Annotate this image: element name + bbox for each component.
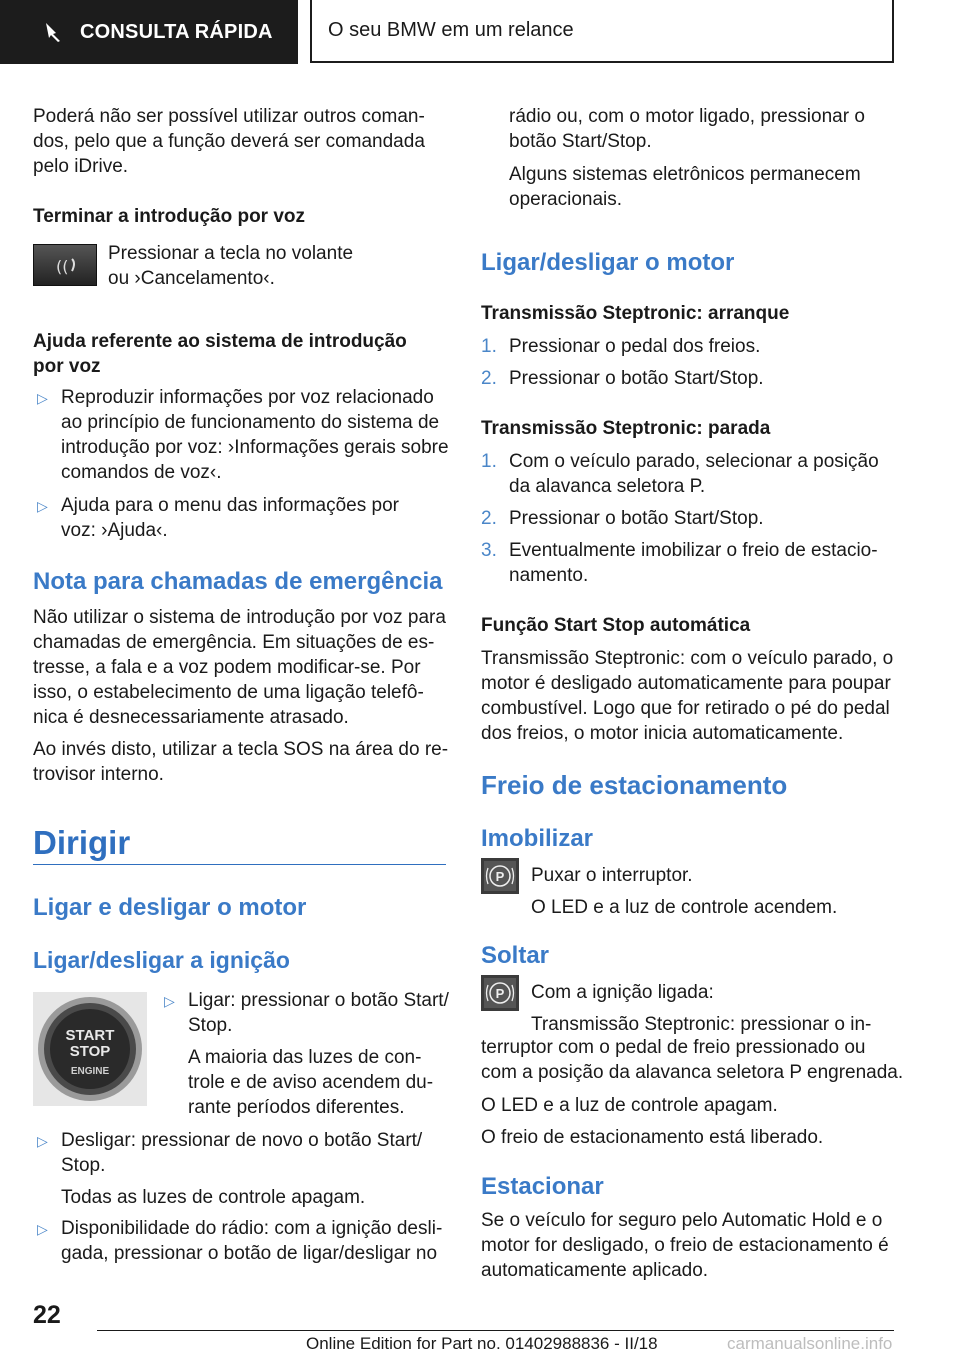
ign-bullet-2-note: Todas as luzes de controle apagam.	[61, 1187, 366, 1208]
immobilize-text: Puxar o interruptor. O LED e a luz de controle acendem.	[531, 865, 838, 918]
step-text: Pressionar o botão Start/Stop.	[509, 508, 764, 529]
engine-label: ENGINE	[70, 1066, 110, 1077]
emergency-heading: Nota para chamadas de emergência	[33, 568, 443, 595]
engine-heading: Ligar e desligar o motor	[33, 894, 307, 921]
step-number: 1.	[481, 451, 497, 472]
release-text: Com a ignição ligada: Transmissão Steptronic: pressionar o in-	[531, 982, 872, 1035]
start-label: START	[65, 1027, 115, 1044]
release-heading: Soltar	[481, 942, 550, 969]
motor-heading: Ligar/desligar o motor	[481, 249, 735, 276]
emergency-text-2: Ao invés disto, utilizar a tecla SOS na área do re- trovisor interno.	[33, 739, 449, 785]
footer-rule	[97, 1330, 894, 1331]
park-text: Se o veículo for seguro pelo Automatic Hold e o motor for desligado, o freio de estacionamento é automaticamente aplicado.	[481, 1210, 889, 1281]
section-title: O seu BMW em um relance	[328, 19, 574, 41]
ign-bullet-1: Ligar: pressionar o botão Start/ Stop.	[188, 990, 449, 1036]
ign-bullet-3: Disponibilidade do rádio: com a ignição desli- gada, pressionar o botão de ligar/desligar no	[61, 1218, 443, 1264]
step-text: Pressionar o botão Start/Stop.	[509, 368, 764, 389]
intro-paragraph: Poderá não ser possível utilizar outros coman- dos, pelo que a função deverá ser comandada pelo iDrive.	[33, 106, 425, 177]
watermark: carmanualsonline.info	[727, 1334, 893, 1353]
autostop-heading: Função Start Stop automática	[481, 615, 751, 636]
ign-bullet-2: Desligar: pressionar de novo o botão Start/ Stop.	[61, 1130, 423, 1176]
help-heading: Ajuda referente ao sistema de introdução por voz	[33, 331, 407, 377]
steptronic-start-heading: Transmissão Steptronic: arranque	[481, 303, 790, 324]
steptronic-stop-heading: Transmissão Steptronic: parada	[481, 418, 771, 439]
voice-key-icon	[33, 244, 97, 286]
chapter-rule	[33, 864, 446, 865]
radio-continued: rádio ou, com o motor ligado, pressionar o botão Start/Stop.	[509, 106, 865, 152]
svg-text:P: P	[495, 986, 505, 1001]
help-bullet-1: Reproduzir informações por voz relacionado ao princípio de funcionamento do sistema de introdução por voz: ›Informações gerais sobre comandos de voz‹.	[61, 387, 449, 483]
page-number: 22	[33, 1301, 61, 1329]
bullet-triangle-icon: ▷	[37, 1133, 48, 1149]
release-text-2: terruptor com o pedal de freio pressionado ou com a posição da alavanca seletora P engrenada. O LED e a luz de controle apagam. O freio de estacionamento está liberado.	[481, 1037, 904, 1148]
start-stop-button-image	[33, 992, 147, 1106]
edition-text: Online Edition for Part no. 01402988836 - II/18	[306, 1334, 658, 1353]
emergency-text: Não utilizar o sistema de introdução por voz para chamadas de emergência. Em situações de es- tresse, a fala e a voz podem modificar-se. Por isso, o estabelecimento de uma ligação telefô- nica é desnecessariamente atrasado.	[33, 607, 446, 728]
ign-bullet-1-note: A maioria das luzes de con- trole e de aviso acendem du- rante períodos diferentes.	[188, 1047, 434, 1118]
end-voice-text: Pressionar a tecla no volante ou ›Cancelamento‹.	[108, 243, 354, 289]
section-title-box	[310, 0, 894, 63]
parking-brake-switch-icon	[481, 858, 519, 894]
section-tab[interactable]	[0, 0, 298, 64]
quick-reference-icon	[40, 19, 66, 45]
end-voice-heading: Terminar a introdução por voz	[33, 206, 306, 227]
step-text: Eventualmente imobilizar o freio de estacio- namento.	[509, 540, 878, 586]
park-heading: Estacionar	[481, 1173, 604, 1200]
step-number: 2.	[481, 368, 497, 389]
stop-label: STOP	[69, 1043, 111, 1060]
section-tab-label: CONSULTA RÁPIDA	[80, 20, 273, 43]
help-bullet-2: Ajuda para o menu das informações por voz: ›Ajuda‹.	[61, 495, 399, 541]
svg-text:P: P	[495, 869, 505, 884]
step-number: 2.	[481, 508, 497, 529]
step-text: Pressionar o pedal dos freios.	[509, 336, 761, 357]
svg-text:((: ((	[56, 257, 69, 276]
bullet-triangle-icon: ▷	[37, 498, 48, 514]
bullet-triangle-icon: ▷	[37, 1221, 48, 1237]
immobilize-heading: Imobilizar	[481, 825, 594, 852]
step-text: Com o veículo parado, selecionar a posição da alavanca seletora P.	[509, 451, 879, 497]
parking-brake-switch-icon	[481, 975, 519, 1011]
parking-brake-heading: Freio de estacionamento	[481, 770, 788, 800]
ignition-heading: Ligar/desligar a ignição	[33, 947, 290, 973]
radio-note: Alguns sistemas eletrônicos permanecem operacionais.	[509, 164, 861, 210]
bullet-triangle-icon: ▷	[164, 993, 175, 1009]
step-number: 3.	[481, 540, 497, 561]
autostop-text: Transmissão Steptronic: com o veículo parado, o motor é desligado automaticamente para poupar combustível. Logo que for retirado o pé do pedal dos freios, o motor inicia automaticamente.	[481, 648, 894, 744]
chapter-title: Dirigir	[33, 824, 131, 861]
step-number: 1.	[481, 336, 497, 357]
bullet-triangle-icon: ▷	[37, 390, 48, 406]
